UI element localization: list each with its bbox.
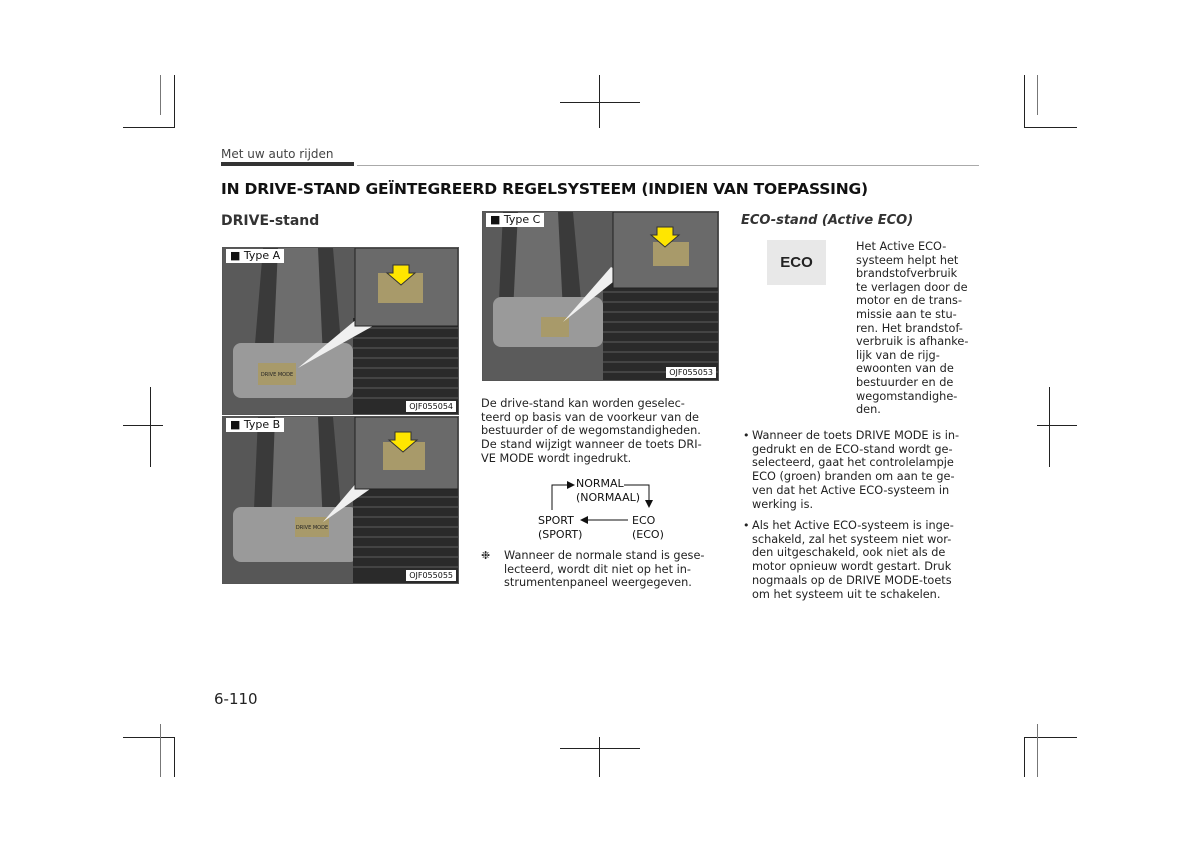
crop-mark [123,425,163,426]
figure-tag: ■ Type B [226,418,284,432]
crop-mark [1024,75,1025,128]
figure-type-b [222,416,459,584]
page-number: 6-110 [214,690,258,708]
figure-tag: ■ Type A [226,249,284,263]
gear-console-illustration [483,212,718,380]
crop-mark [150,387,151,467]
section-rule [357,165,979,166]
figure-code: OJF055055 [406,570,456,581]
drive-stand-heading: DRIVE-stand [221,213,320,229]
crop-mark [1024,737,1077,738]
page-title: IN DRIVE-STAND GEÏNTEGREERD REGELSYSTEEM (INDIEN VAN TOEPASSING) [221,180,868,198]
crop-mark [560,748,640,749]
note-paragraph: Wanneer de normale stand is gese- lecteerd, wordt dit niet op het in- strumentenpaneel weergegeven. [504,549,705,590]
crop-mark [123,127,175,128]
crop-mark [174,75,175,128]
eco-description: Het Active ECO- systeem helpt het brandstofverbruik te verlagen door de motor en de trans- missie aan te stu- ren. Het brandstof- verbruik is afhanke- lijk van de rijg- ewoonten van de bestuurder en de wegomstandighe- den. [856,240,969,417]
bullet-icon: • [743,429,750,442]
eco-stand-heading: ECO-stand (Active ECO) [741,213,914,228]
eco-icon: ECO [767,240,826,285]
figure-tag: ■ Type C [486,213,544,227]
section-label: Met uw auto rijden [221,147,334,161]
drive-stand-paragraph: De drive-stand kan worden geselec- teerd op basis van de voorkeur van de bestuurder of de wegomstandigheden. De stand wijzigt wanneer de toets DRI- VE MODE wordt ingedrukt. [481,397,702,465]
figure-code: OJF055054 [406,401,456,412]
crop-mark [599,737,600,777]
crop-mark [1049,387,1050,467]
gear-console-illustration [223,248,458,414]
crop-mark [1037,724,1038,777]
mode-normal-sub: (NORMAAL) [576,491,641,504]
figure-type-a [222,247,459,415]
note-icon: ❉ [481,549,491,562]
mode-cycle-arrows [540,480,660,530]
section-bar [221,162,354,166]
crop-mark [160,724,161,777]
crop-mark [123,737,175,738]
crop-mark [1037,425,1077,426]
figure-type-c [482,211,719,381]
svg-text:DRIVE MODE: DRIVE MODE [295,525,329,531]
svg-text:DRIVE MODE: DRIVE MODE [260,372,294,378]
crop-mark [174,737,175,777]
bullet-item: Wanneer de toets DRIVE MODE is in- gedrukt en de ECO-stand wordt ge- selecteerd, gaat het controlelampje ECO (groen) branden om aan te ge- ven dat het Active ECO-systeem in werking is. [752,429,960,511]
gear-console-illustration [223,417,458,583]
bullet-item: Als het Active ECO-systeem is inge- schakeld, zal het systeem niet wor- den uitgeschakeld, ook niet als de motor opnieuw wordt gestart. Druk nogmaals op de DRIVE MODE-toets om het systeem uit te schakelen. [752,519,954,601]
crop-mark [560,102,640,103]
crop-mark [160,75,161,115]
crop-mark [1024,737,1025,777]
crop-mark [1037,75,1038,115]
mode-eco-label: ECO [632,514,656,527]
mode-sport-sub: (SPORT) [538,528,583,541]
crop-mark [1024,127,1077,128]
mode-eco-sub: (ECO) [632,528,664,541]
mode-normal-label: NORMAL [576,477,624,490]
mode-sport-label: SPORT [538,514,574,527]
figure-code: OJF055053 [666,367,716,378]
bullet-icon: • [743,519,750,532]
